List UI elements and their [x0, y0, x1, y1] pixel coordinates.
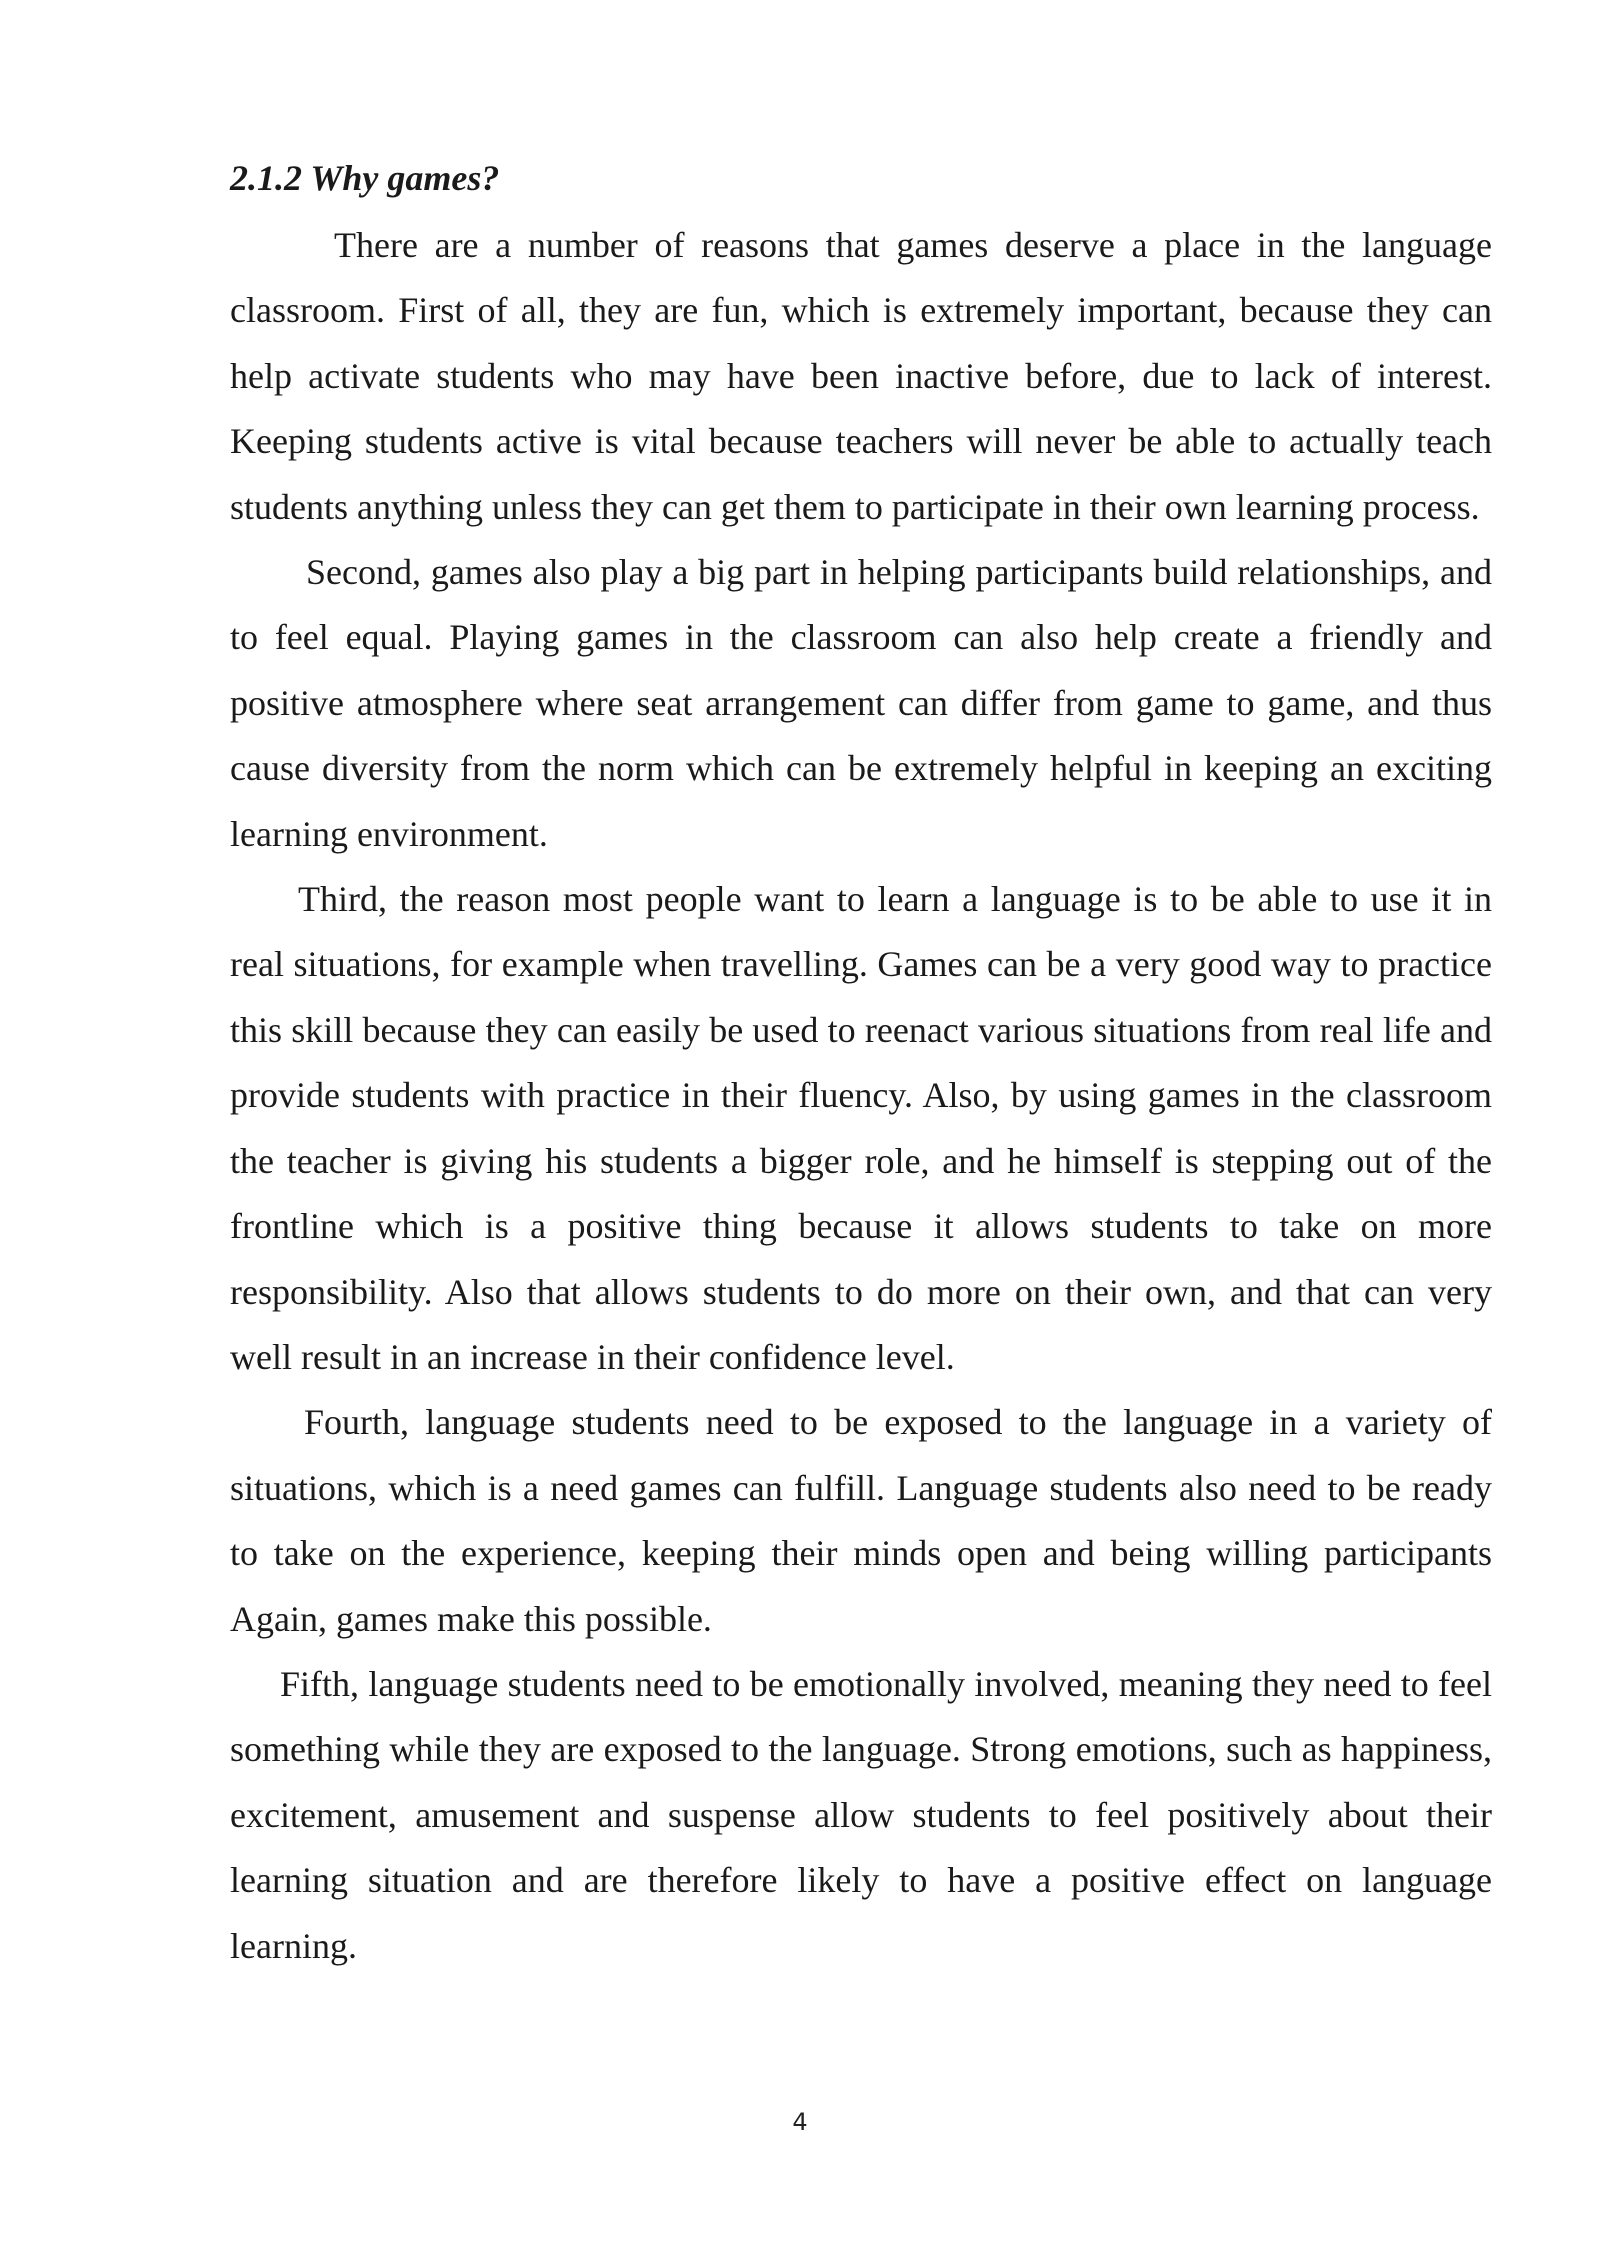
document-page	[230, 148, 1492, 1979]
paragraph-fifth-reason: Fifth, language students need to be emotionally involved, meaning they need to feel something while they are exposed to the language. Strong emotions, such as happiness, excitement, amusement and suspense allow students to feel positively about their learning situation and are therefore likely to have a positive effect on language learning.	[230, 1663, 1492, 1966]
paragraph-fourth-reason: Fourth, language students need to be exposed to the language in a variety of situations, which is a need games can fulfill. Language students also need to be ready to take on the experience, keeping their minds open and being willing participants Again, games make this possible.	[230, 1402, 1492, 1639]
section-heading: 2.1.2 Why games?	[230, 158, 500, 198]
paragraph-reasons-intro: There are a number of reasons that games deserve a place in the language classroom. First of all, they are fun, which is extremely important, because they can help activate students who may have been inactive before, due to lack of interest. Keeping students active is vital because teachers will never be able to actually teach students anything unless they can get them to participate in their own learning process.	[230, 225, 1492, 527]
page-number: 4	[792, 2108, 808, 2136]
paragraph-third-reason: Third, the reason most people want to learn a language is to be able to use it in real situations, for example when travelling. Games can be a very good way to practice this skill because they can easily be used to reenact various situations from real life and provide students with practice in their fluency. Also, by using games in the classroom the teacher is giving his students a bigger role, and he himself is stepping out of the frontline which is a positive thing because it allows students to take on more responsibility. Also that allows students to do more on their own, and that can very well result in an increase in their confidence level.	[230, 879, 1492, 1377]
paragraph-second-reason: Second, games also play a big part in helping participants build relationships, and to feel equal. Playing games in the classroom can also help create a friendly and positive atmosphere where seat arrangement can differ from game to game, and thus cause diversity from the norm which can be extremely helpful in keeping an exciting learning environment.	[230, 552, 1492, 854]
